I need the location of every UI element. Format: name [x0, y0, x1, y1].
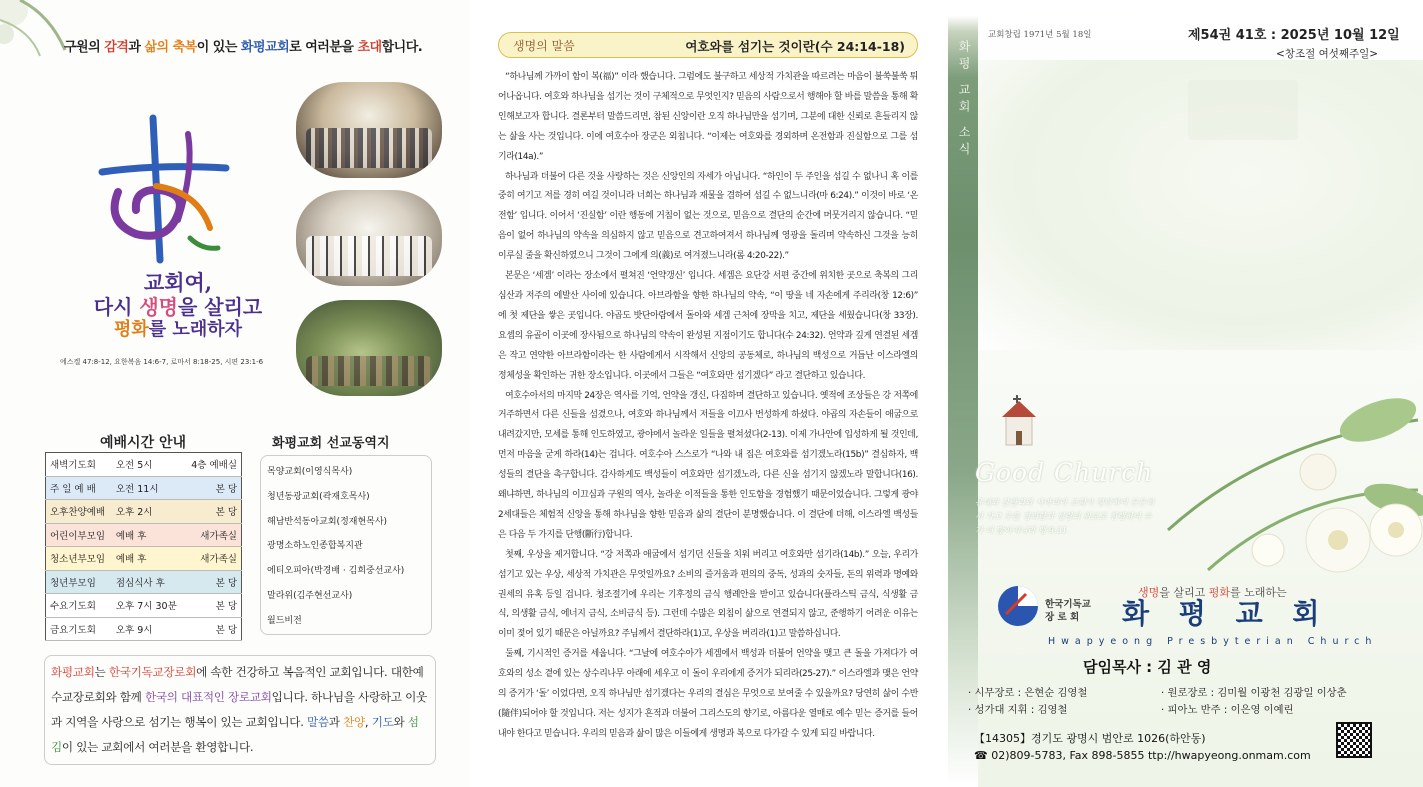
intro-highlight: 한국의 대표적인 장로교회 — [144, 690, 272, 704]
church-address-block — [974, 730, 1311, 764]
sermon-paragraph: 첫째, 우상을 제거합니다. “강 저쪽과 애굽에서 섬기던 신들을 치워 버리고 여호와만 섬기라(14b).” 오늘, 우리가 섬기고 있는 우상, 세상적 가치관은 무엇일까요? 소비의 즐거움과 편의의 중독, 성과의 숫자들, 돈의 위력과 명예와 권세의 유혹 등일 겁니다. 청조절기에 우리는 기후정의 금식 행례안을 받이고 있습니다(플라스틱 금식, 식생활 금식, 의생활 금식, 에너지 금식, 소비금식 등). 그런데 수많은 외침이 삶으로 연결되지 않고, 준행하기 어려운 이유는 이미 젖어 있기 때문은 아닐까요? 주님께서 결단하라(1)고, 우상을 버리라(1)고 말씀하십니다. — [498, 549, 918, 640]
sermon-paragraph: “하나님께 가까이 함이 복(福)” 이라 했습니다. 그럼에도 불구하고 세상적 가치관을 따르려는 마음이 불쑥불쑥 튀어나옵니다. 여호와 하나님을 섬기는 것이 구체적으로 무엇인지? 믿음의 사람으로서 행해야 할 바를 말씀을 통해 확인해보고자 합니다. 결론부터 말씀드리면, 참된 신앙이란 오직 하나님만을 섬기며, 그분에 대한 신뢰로 흔들리지 않는 삶을 사는 것입니다. 이에 여호수아 장군은 외칩니다. “이제는 여호와를 경외하며 온전함과 진실함으로 그를 섬기라(14a).” — [498, 72, 918, 162]
intro-text: 사랑하고 이웃과 지역을 사랑으로 섬기는 행복이 있는 교회입니다. — [51, 690, 427, 729]
sermon-title: 여호와를 섬기는 것이란(수 24:14-18) — [685, 39, 905, 54]
worship-place: 새가족실 — [181, 523, 241, 547]
worship-place: 본 당 — [181, 594, 241, 618]
intro-text: 대한예수교장로회와 함께 — [51, 665, 424, 704]
slogan-highlight: 평화 — [114, 319, 149, 341]
worship-time: 오후 7시 30분 — [112, 594, 181, 618]
liturgical-season: <창조절 여섯째주일> — [1276, 48, 1379, 60]
church-name: 화 평 교 회 — [1122, 597, 1330, 630]
church-building-icon — [988, 395, 1048, 455]
worship-place: 새가족실 — [181, 547, 241, 571]
welcome-highlight: 감격 — [104, 40, 129, 55]
intro-text: 는 — [94, 665, 109, 679]
welcome-message — [64, 36, 422, 55]
side-band — [948, 0, 978, 787]
intro-text: 입니다. 하나님을 — [271, 690, 355, 704]
good-church-heading: Good Church — [975, 458, 1154, 487]
sermon-paragraph: 하나님과 더불어 다른 것을 사랑하는 것은 신앙인의 자세가 아닙니다. “하인이 두 주인을 섬길 수 없나니 혹 이를 중히 여기고 저를 경히 여길 것이니라 너희는 하나님과 재물을 겸하여 섬길 수 없느니라(마 6:24).” 이것이 바로 ‘온전함’ 입니다. 이어서 ‘진실함’ 이란 행동에 거침이 없는 것으로, 믿음으로 결단의 순간에 머뭇거리지 않습니다. “믿음이 없어 하나님의 약속을 의심하지 않고 믿음으로 견고하여져서 하나님께 영광을 돌리며 약속하신 그것을 능히 이루실 줄을 확신하였으니 그것이 그에게 의(義)로 여겨졌느니라(롬 4:20-22).” — [498, 171, 918, 262]
intro-text: , — [364, 715, 372, 729]
worship-name: 청소년부모임 — [46, 547, 112, 571]
scripture-references: 에스겔 47:8-12, 요한복음 14:6-7, 로마서 8:18-25, 시편 23:1-6 — [60, 358, 264, 366]
worship-time: 오후 2시 — [112, 500, 181, 524]
church-contact: ☎ 02)809-5783, Fax 898-5855 ttp://hwapyeong.onmam.com — [974, 749, 1311, 762]
worship-name: 수요기도회 — [46, 594, 112, 618]
intro-praise: 찬양 — [343, 715, 365, 729]
cover-left-panel — [0, 0, 470, 787]
intro-text: 와 — [393, 715, 408, 729]
staff-choir-director: · 성가대 지휘 : 김영철 — [968, 704, 1068, 716]
sermon-paragraph: 본문은 ‘세겜’ 이라는 장소에서 펼쳐진 ‘언약갱신’ 입니다. 세겜은 요단강 서편 중간에 위치한 곳으로 축복의 그리심산과 저주의 에발산 사이에 있습니다. 아브라함을 향한 하나님의 약속, “이 땅을 네 자손에게 주리라(창 12:6)” 에 첫 제단을 쌓은 곳입니다. 야곱도 밧단아람에서 돌아와 세겜 근처에 장막을 치고, 제단을 세웠습니다(창 33장). 요셉의 유골이 이곳에 장사됨으로 하나님의 약속이 완성된 지점이기도 합니다(수 24:32). 언약과 깊게 연결된 세겜은 작고 연약한 아브라함이라는 한 사람에게서 시작해서 신앙의 공동체로, 하나님의 백성으로 거듭난 이스라엘의 정체성을 확인하는 귀한 장소입니다. 이곳에서 그들은 “여호와만 섬기겠다” 라고 결단하고 있습니다. — [498, 271, 918, 381]
worship-row — [46, 500, 242, 524]
worship-time: 오전 5시 — [112, 453, 181, 477]
worship-time: 오전 11시 — [112, 476, 181, 500]
denomination-line-1: 한국기독교 — [1045, 599, 1091, 610]
sermon-label: 생명의 말씀 — [513, 39, 575, 53]
choir-photo — [296, 190, 442, 286]
sermon-body — [498, 68, 918, 745]
mission-item: 목양교회(이영식목사) — [267, 467, 353, 477]
welcome-text: 이 있는 — [196, 40, 241, 55]
mission-item: 월드비전 — [267, 615, 302, 626]
qr-code-icon[interactable] — [1336, 722, 1372, 758]
mission-partners-list — [260, 455, 432, 635]
church-introduction — [44, 655, 436, 765]
welcome-text: 구원의 — [64, 40, 105, 55]
year-slogan — [78, 270, 278, 341]
worship-place: 본 당 — [181, 570, 241, 594]
church-address: 【14305】경기도 광명시 범안로 1026(하안동) — [974, 732, 1206, 745]
welcome-highlight: 삶의 축복 — [144, 40, 197, 55]
church-name-english: Hwapyeong Presbyterian Church — [1048, 636, 1378, 647]
intro-service: 섬김 — [51, 715, 419, 754]
sermon-paragraph: 여호수아서의 마지막 24장은 역사를 기억, 언약을 갱신, 다짐하며 결단하고 있습니다. 옛적에 조상들은 강 저쪽에 거주하면서 다른 신들을 섬겼으나, 여호와 하나님께서 저들을 이끄사 번성하게 하셨다. 야곱의 자손들이 애굽으로 내려갔지만, 모세를 통해 인도하였고, 광야에서 놀라운 일들을 펼쳐셨다(2-13). 이제 가나안에 입성하게 될 것인데, 먼저 마음을 굳게 하라(14)는 겁니다. 여호수아 스스로가 “나와 내 집은 여호와를 섬기겠노라(15b)” 결심하자, 백성들의 결단을 촉구합니다. 감사하게도 백성들이 여호와만 섬기겠노라, 다른 신을 섬기지 않겠노라 말합니다(16). 왜냐하면, 하나님의 이끄심과 구원의 역사, 놀라운 이적들을 통한 인도함을 경험했기 때문이었습니다. 그렇게 광야 2세대들은 체험적 신앙을 통해 하나님을 향한 믿음과 삶의 결단이 분명했습니다. 이 결단에 더해, 이스라엘 백성들은 다음 두 가지를 단행(斷行)합니다. — [498, 390, 918, 540]
worship-place: 4층 예배실 — [181, 453, 241, 477]
worship-schedule-table — [45, 452, 242, 641]
senior-pastor: 담임목사 : 김 관 영 — [1083, 658, 1212, 676]
denomination-line-2: 장 로 회 — [1045, 612, 1080, 623]
mission-item: 해남반석동아교회(정재현목사) — [267, 516, 388, 527]
welcome-text: 과 — [128, 40, 145, 55]
worship-row — [46, 594, 242, 618]
worship-time: 예배 후 — [112, 523, 181, 547]
intro-text: 에 속한 건강하고 복음적인 교회입니다. — [196, 665, 388, 679]
mission-item: 광명소하노인종합복지관 — [267, 541, 363, 552]
outdoor-group-photo — [296, 300, 442, 396]
worship-name: 금요기도회 — [46, 617, 112, 641]
sermon-paragraph: 둘째, 기시적인 증거를 세웁니다. “그날에 여호수아가 세겜에서 백성과 더불어 언약을 맺고 큰 돌을 가져다가 여호와의 성소 곁에 있는 상수리나무 아래에 세우고 이 돌이 우리에게 증거가 되리라(25-27).” 이스라엘과 맺은 언약의 증거가 ‘돌’ 이었다면, 오직 하나님만 섬기겠다는 우리의 결심은 무엇으로 보여줄 수 있을까요? 당연히 삶이 수반(隨伴)되어야 할 것입니다. 저는 성지가 흔적과 더불어 그리스도의 향기로, 아름다운 열매로 예수 믿는 증거를 들어내야 한다고 믿습니다. 우리의 믿음과 삶이 많은 이들에게 생명과 복으로 다가갈 수 있게 되길 바랍니다. — [498, 649, 918, 739]
worship-name: 새벽기도회 — [46, 453, 112, 477]
welcome-text: 합니다. — [381, 40, 423, 55]
cross-logo-icon — [98, 110, 233, 280]
slogan-highlight: 평화 — [1208, 586, 1231, 599]
slogan-line-3-text: 를 노래하자 — [148, 319, 242, 341]
worship-row — [46, 453, 242, 477]
intro-text: 이 있는 교회에서 여러분을 환영합니다. — [61, 740, 254, 754]
slogan-highlight: 생명 — [1138, 586, 1160, 599]
sermon-panel — [470, 0, 948, 787]
good-church-verse: 유대와 갈릴리와 사마리아 교회가 평안하여 든든히 서 가고 주를 경외함과 성령의 위로로 진행하여 수가 더 많아지니라 행 9:31 — [975, 497, 1155, 535]
denomination-logo-icon — [996, 584, 1040, 628]
intro-denomination: 한국기독교장로회 — [108, 665, 197, 679]
intro-prayer: 기도 — [371, 715, 394, 729]
staff-pianists: · 피아노 반주 : 이은영 이예린 — [1161, 704, 1294, 716]
worship-place: 본 당 — [181, 476, 241, 500]
worship-row — [46, 523, 242, 547]
staff-elders: · 시무장로 : 은현순 김영철 — [968, 687, 1088, 699]
worship-place: 본 당 — [181, 617, 241, 641]
cover-right-panel — [948, 0, 1423, 787]
slogan-line-2-text: 다시 — [93, 295, 140, 320]
white-flowers-icon — [1148, 380, 1423, 590]
congregation-photo — [296, 82, 442, 178]
worship-place: 본 당 — [181, 500, 241, 524]
worship-name: 주 일 예 배 — [46, 476, 112, 500]
slogan-line-1: 교회여, — [143, 270, 213, 295]
vertical-title: 화평 교회 소식 — [957, 40, 971, 160]
mission-item: 말라위(김주현선교사) — [267, 590, 353, 601]
worship-schedule-title: 예배시간 안내 — [100, 435, 187, 451]
issue-info: 제54권 41호 : 2025년 10월 12일 — [1188, 28, 1400, 43]
worship-row — [46, 547, 242, 571]
slogan-text: 를 노래하는 — [1230, 586, 1287, 599]
slogan-highlight: 생명 — [139, 295, 178, 320]
mission-item: 에티오피아(박경배 · 김희중선교사) — [267, 566, 405, 577]
slogan-line-2-text: 을 살리고 — [178, 295, 263, 320]
background-illustration — [978, 60, 1423, 350]
welcome-church-name: 화평교회 — [240, 40, 290, 55]
slogan-text: 을 살리고 — [1159, 586, 1209, 599]
worship-name: 청년부모임 — [46, 570, 112, 594]
mission-partners-title: 화평교회 선교동역지 — [272, 436, 390, 451]
worship-row — [46, 570, 242, 594]
worship-name: 어린이부모임 — [46, 523, 112, 547]
worship-row — [46, 617, 242, 641]
worship-time: 오후 9시 — [112, 617, 181, 641]
intro-word: 말씀 — [306, 715, 329, 729]
founding-date: 교회창립 1971년 5월 18일 — [988, 30, 1092, 40]
intro-text: 과 — [328, 715, 340, 729]
mission-item: 청년동광교회(곽재호목사) — [267, 491, 370, 502]
worship-time: 점심식사 후 — [112, 570, 181, 594]
welcome-highlight: 초대 — [357, 40, 382, 55]
staff-retired-elders: · 원로장로 : 김미월 이광천 김광일 이상춘 — [1161, 687, 1347, 699]
welcome-text: 로 여러분을 — [289, 40, 358, 55]
worship-time: 예배 후 — [112, 547, 181, 571]
worship-name: 오후찬양예배 — [46, 500, 112, 524]
worship-row — [46, 476, 242, 500]
intro-church-name: 화평교회 — [51, 665, 95, 679]
sermon-header — [498, 32, 918, 58]
denomination-name — [1045, 598, 1091, 624]
